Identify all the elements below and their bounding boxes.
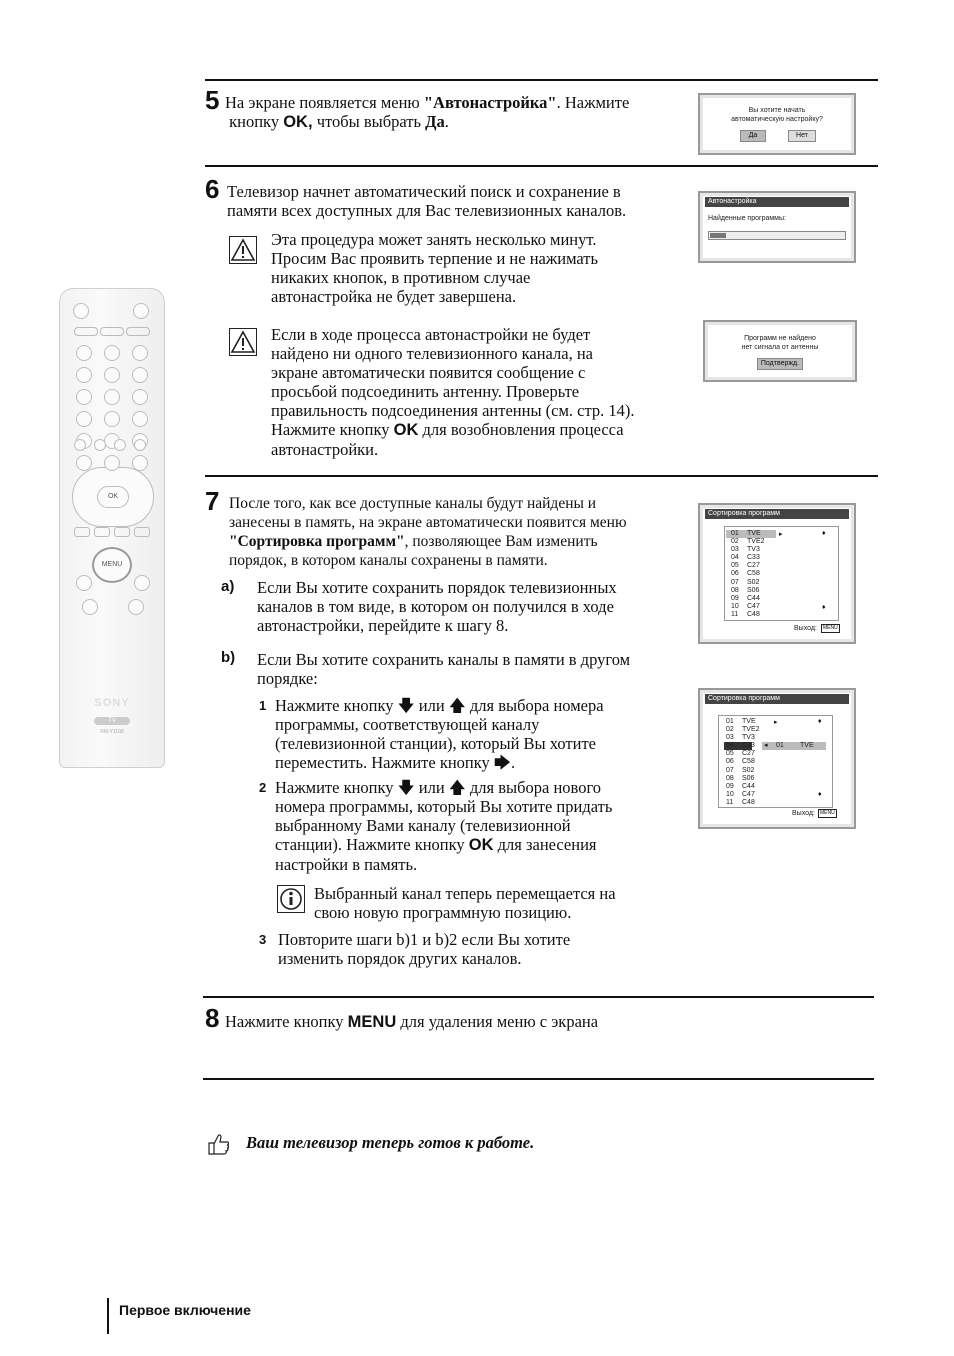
arrow-left-icon: ◂: [764, 742, 768, 749]
arrow-down-icon: 🡇: [397, 778, 415, 797]
remote-button: [104, 455, 120, 471]
divider: [203, 1078, 874, 1080]
screen-text: автоматическую настройку?: [731, 116, 823, 123]
text: автонастройка не будет завершена.: [271, 287, 517, 306]
tv-screen-autotune-progress: [698, 191, 856, 263]
text: или: [414, 778, 449, 797]
program-list-item: 06: [726, 758, 734, 766]
tv-screen-autotune-prompt: [698, 93, 856, 155]
ready-message: Ваш телевизор теперь готов к работе.: [246, 1133, 535, 1152]
text: для выбора номера: [465, 696, 604, 715]
program-list-item: 09: [731, 594, 739, 602]
text: чтобы выбрать: [312, 112, 426, 131]
text-bold: MENU: [347, 1013, 397, 1031]
remote-button: [134, 527, 150, 537]
remote-button: [76, 411, 92, 427]
program-list-item: C44: [747, 594, 760, 602]
divider: [205, 79, 878, 81]
text-bold: Да: [425, 112, 445, 131]
program-list-item: S02: [742, 766, 755, 774]
program-list-item: C58: [747, 570, 760, 578]
text: Повторите шаги b)1 и b)2 если Вы хотите: [278, 930, 571, 949]
remote-button: [132, 389, 148, 405]
text-bold: OK,: [283, 113, 313, 131]
step5-text: [225, 93, 685, 132]
text: порядке:: [257, 669, 318, 688]
remote-button: [74, 327, 98, 336]
text: .: [444, 112, 449, 131]
divider: [205, 475, 878, 477]
text: номера программы, который Вы хотите придать: [275, 797, 613, 816]
text: выбранному Вами каналу (телевизионной: [275, 816, 571, 835]
program-list-item: 03: [731, 546, 739, 554]
program-list-item: TV3: [747, 546, 760, 554]
remote-button: [133, 303, 149, 319]
program-list-item: 03: [726, 734, 734, 742]
footer-section-title: Первое включение: [119, 1302, 251, 1318]
program-list-item: 08: [731, 586, 739, 594]
step-number-7: 7: [205, 486, 220, 516]
substep-2-number: 2: [259, 780, 267, 795]
text: Нажмите кнопку: [271, 420, 394, 439]
arrow-right-icon: ▸: [774, 719, 778, 726]
screen-title: Сортировка программ: [705, 509, 849, 519]
tv-screen-program-sort: [698, 503, 856, 644]
screen-exit-label: Выход:: [794, 625, 817, 632]
text: станции). Нажмите кнопку: [275, 835, 469, 854]
text: просьбой подсоединить антенну. Проверьте: [271, 382, 580, 401]
arrow-down-icon: ♦: [818, 791, 822, 798]
arrow-up-icon: ♦: [822, 530, 826, 537]
label-b: b): [221, 649, 236, 666]
substep-3-text: [278, 930, 698, 968]
text: Если в ходе процесса автонастройки не будет: [271, 325, 591, 344]
divider: [205, 165, 878, 167]
option-a-text: [257, 578, 687, 635]
program-list-item: 05: [726, 750, 734, 758]
program-list-item: 01: [726, 718, 734, 725]
screen-text: нет сигнала от антенны: [741, 344, 819, 351]
remote-button: [76, 389, 92, 405]
arrow-down-icon: ♦: [822, 604, 826, 611]
text: Телевизор начнет автоматический поиск и сохранение в: [227, 182, 621, 201]
screen-confirm-button: Подтвержд.: [757, 358, 803, 370]
info-icon: [277, 885, 305, 913]
option-b-text: [257, 650, 687, 688]
text: После того, как все доступные каналы будут найдены и: [229, 495, 597, 512]
program-list-item: TVE2: [742, 726, 760, 734]
program-list-item: C48: [747, 610, 760, 618]
footer-bar: [107, 1298, 109, 1334]
label-a: a): [221, 578, 235, 595]
remote-button: [74, 439, 86, 451]
program-list-item: 06: [731, 570, 739, 578]
text: Если Вы хотите сохранить каналы в памяти в другом: [257, 650, 631, 669]
move-target-highlight: [762, 742, 826, 750]
divider: [203, 996, 874, 998]
remote-button: [132, 455, 148, 471]
arrow-up-icon: ♦: [818, 718, 822, 725]
remote-button: [76, 367, 92, 383]
moving-program-number: 01: [776, 742, 784, 749]
text: каналов в том виде, в котором он получился в ходе: [257, 597, 614, 616]
step6-text: [227, 182, 687, 220]
remote-button: [76, 455, 92, 471]
progress-fill: [710, 233, 726, 238]
program-list-item: 02: [726, 726, 734, 734]
remote-control-illustration: [59, 288, 165, 768]
step-number-8: 8: [205, 1003, 220, 1033]
remote-tv-label: TV: [94, 717, 130, 725]
menu-key-icon: MENU: [820, 810, 835, 816]
text: порядок, в котором каналы сохранены в памяти.: [229, 552, 548, 569]
program-list-item: C27: [747, 562, 760, 570]
program-list-item: TVE2: [747, 538, 765, 546]
text: Если Вы хотите сохранить порядок телевизионных: [257, 578, 617, 597]
remote-ok-button: OK: [97, 486, 129, 508]
program-list-item: 07: [731, 578, 739, 586]
text: Нажмите кнопку: [275, 696, 398, 715]
remote-button: [73, 303, 89, 319]
program-list-item: C47: [747, 602, 760, 610]
program-list-item: 04: [726, 742, 734, 750]
remote-button: [94, 439, 106, 451]
remote-button: [104, 367, 120, 383]
text: для занесения: [493, 835, 597, 854]
remote-button: [132, 411, 148, 427]
remote-button: [114, 439, 126, 451]
remote-button: [76, 575, 92, 591]
program-list-item: S06: [747, 586, 760, 594]
substep-3-number: 3: [259, 932, 267, 947]
text: (телевизионной станции), который Вы хотите: [275, 734, 596, 753]
tv-screen-no-signal: [703, 320, 857, 382]
text: Нажмите кнопку: [225, 1012, 348, 1031]
arrow-up-icon: 🡅: [448, 778, 466, 797]
text: свою новую программную позицию.: [314, 903, 572, 922]
remote-button: [94, 527, 110, 537]
substep-1-number: 1: [259, 698, 267, 713]
program-list-item: 10: [731, 602, 739, 610]
program-list-item: C33: [747, 554, 760, 562]
text: переместить. Нажмите кнопку: [275, 753, 494, 772]
program-list-item: C44: [742, 782, 755, 790]
remote-button: [126, 327, 150, 336]
program-list-item: TVE: [747, 530, 761, 537]
text: Просим Вас проявить терпение и не нажимать: [271, 249, 599, 268]
text: для удаления меню с экрана: [396, 1012, 599, 1031]
text-bold: OK: [393, 421, 419, 439]
remote-button: [74, 527, 90, 537]
warning1-text: [271, 230, 691, 306]
text: или: [414, 696, 449, 715]
step-number-5: 5: [205, 85, 220, 115]
program-list-item: 04: [731, 554, 739, 562]
program-list-item: TVE: [742, 718, 756, 725]
screen-no-button: Нет: [788, 130, 816, 142]
text: автонастройки.: [271, 440, 379, 459]
text: правильность подсоединения антенны (см. стр. 14).: [271, 401, 635, 420]
arrow-down-icon: 🡇: [397, 696, 415, 715]
program-list-item: S02: [747, 578, 760, 586]
text: найдено ни одного телевизионного канала, на: [271, 344, 593, 363]
arrow-right-icon: 🡆: [493, 753, 511, 772]
program-list-item: 05: [731, 562, 739, 570]
program-list-item: C47: [742, 790, 755, 798]
warning-triangle-icon: [229, 328, 257, 356]
remote-button: [114, 527, 130, 537]
remote-button: [100, 327, 124, 336]
warning-triangle-icon: [229, 236, 257, 264]
screen-title: Автонастройка: [705, 197, 849, 207]
arrow-up-icon: 🡅: [448, 696, 466, 715]
text: На экране появляется меню: [225, 93, 424, 112]
text: .: [510, 753, 516, 772]
substep-1-text: [275, 696, 695, 772]
program-list-item: 11: [726, 798, 734, 806]
text: для возобновления процесса: [418, 420, 624, 439]
text: . Нажмите: [556, 93, 630, 112]
text: автонастройки, перейдите к шагу 8.: [257, 616, 509, 635]
remote-button: [82, 599, 98, 615]
step-number-6: 6: [205, 174, 220, 204]
arrow-right-icon: ▸: [779, 531, 783, 538]
program-numbers: [726, 718, 734, 807]
program-list-item: C58: [742, 758, 755, 766]
progress-bar: [708, 231, 846, 240]
remote-menu-button: MENU: [92, 547, 132, 583]
program-numbers: [731, 530, 739, 619]
remote-button: [76, 345, 92, 361]
remote-button: [134, 439, 146, 451]
screen-title: Сортировка программ: [705, 694, 849, 704]
text: Нажмите кнопку: [275, 778, 398, 797]
screen-text: Найденные программы:: [708, 215, 786, 222]
tv-screen-program-sort-moving: [698, 688, 856, 829]
program-names: [742, 718, 760, 807]
text-bold: "Сортировка программ": [229, 533, 405, 550]
program-list-box: [718, 715, 833, 808]
step8-text: [225, 1012, 725, 1032]
remote-button: [104, 389, 120, 405]
program-names: [747, 530, 765, 619]
text: экране автоматически появится сообщение с: [271, 363, 586, 382]
menu-key-icon: MENU: [823, 625, 838, 631]
remote-button: [132, 345, 148, 361]
text: для выбора нового: [465, 778, 602, 797]
moving-program-name: TVE: [800, 742, 814, 749]
text: программы, соответствующей каналу: [275, 715, 540, 734]
screen-text: Программ не найдено: [744, 335, 816, 342]
program-list-item: 11: [731, 610, 739, 618]
text: никаких кнопок, в противном случае: [271, 268, 531, 287]
step7-text: [229, 494, 689, 570]
screen-text: Вы хотите начать: [748, 107, 806, 114]
text: памяти всех доступных для Вас телевизионных каналов.: [227, 201, 627, 220]
text: занесены в память, на экране автоматически появится меню: [229, 514, 627, 531]
program-list-item: TV3: [742, 734, 755, 742]
sony-logo: SONY: [94, 697, 130, 709]
info-text: [314, 884, 694, 922]
program-list-item: 07: [726, 766, 734, 774]
remote-button: [128, 599, 144, 615]
text: , позволяющее Вам изменить: [404, 533, 598, 550]
program-list-item: S06: [742, 774, 755, 782]
warning2-text: [271, 325, 696, 459]
program-list-item: 02: [731, 538, 739, 546]
program-list-item: C27: [742, 750, 755, 758]
remote-button: [104, 411, 120, 427]
text: Выбранный канал теперь перемещается на: [314, 884, 616, 903]
remote-button: [104, 345, 120, 361]
screen-exit-label: Выход:: [792, 810, 815, 817]
program-list-item: C33: [742, 742, 755, 750]
substep-2-text: [275, 778, 695, 874]
program-list-item: 01: [731, 530, 739, 537]
remote-model-label: RM-Y1108: [100, 729, 124, 735]
program-list-item: 08: [726, 774, 734, 782]
text-bold: OK: [468, 836, 494, 854]
screen-yes-button: Да: [740, 130, 766, 142]
program-list-item: C48: [742, 798, 755, 806]
text: настройки в память.: [275, 855, 418, 874]
thumbs-up-hand-icon: [206, 1131, 232, 1157]
text: изменить порядок других каналов.: [278, 949, 522, 968]
program-list-item: 10: [726, 790, 734, 798]
program-list-item: 09: [726, 782, 734, 790]
remote-button: [132, 367, 148, 383]
text: кнопку: [229, 112, 284, 131]
text-bold: "Автонастройка": [423, 93, 557, 112]
remote-button: [134, 575, 150, 591]
text: Эта процедура может занять несколько минут.: [271, 230, 597, 249]
